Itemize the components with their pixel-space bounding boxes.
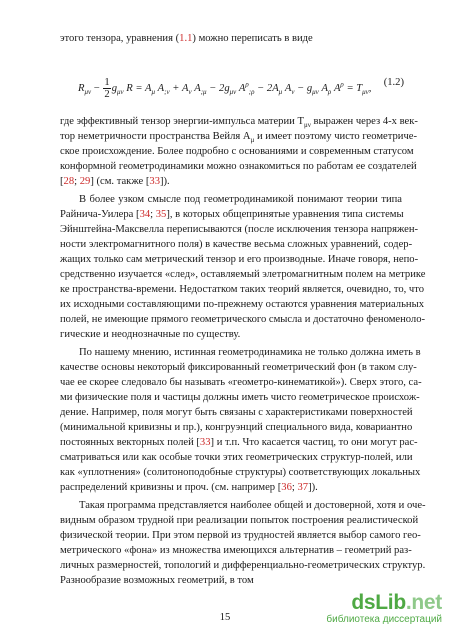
equation-rhs: $A_\mu$ $A_{;\nu} + A_\nu$ $A_{;\mu} - 2g_{\mu\nu}$ $A^\rho_{;\rho} - 2A_\mu$ $A_\nu - g_{\mu\nu}$ $A_\rho$ $A^\rho = T_{\mu\nu}$, (144, 80, 372, 97)
text-line (60, 283, 425, 296)
text-span: Такая программа представляется наиболее общей и достоверной, хотя и оче- (79, 500, 426, 511)
text-span: жащих только сам метрический тензор и его производные. Иначе говоря, непо- (60, 254, 419, 265)
text-line (60, 328, 402, 341)
text-line (60, 421, 413, 434)
text-span: ] и т.п. Что касается частиц, то они могут рас- (210, 437, 418, 448)
citation-link[interactable]: 1.1 (179, 33, 193, 44)
text-span: средственно изучается «след», оставляемый элетромагнитным полем на метрике (60, 269, 426, 280)
citation-link[interactable]: 36 (281, 482, 292, 493)
text-line (60, 559, 426, 572)
text-span: В более узком смысле под геометродинамикой понимают теории типа (79, 194, 402, 205)
text-line (60, 376, 422, 389)
text-span: ; (291, 482, 298, 493)
text-span: чае ее скорее следовало бы называть «геометро-кинематикой»). Сверх этого, са- (60, 377, 422, 388)
text-line (79, 346, 421, 359)
text-span: ] (см. также [ (90, 176, 150, 187)
text-span: сматриваться или как особые точки этих геометрических структур-полей, или (60, 452, 413, 463)
text-line (60, 574, 402, 587)
text-span: Райнича-Уилера [ (60, 209, 140, 220)
text-line (60, 208, 402, 221)
dslib-watermark (326, 592, 442, 626)
text-line (79, 193, 402, 206)
text-line (60, 145, 414, 158)
text-line (60, 406, 413, 419)
text-span: физической теории. При этом первой из трудностей является выбор самого гео- (60, 530, 421, 541)
text-span: ]). (159, 176, 170, 187)
text-line (60, 466, 421, 479)
text-span: распределений кривизны и проч. (см. например [ (60, 482, 282, 493)
watermark-subtitle: библиотека диссертаций (326, 614, 442, 625)
text-line (79, 499, 426, 512)
text-line (60, 268, 426, 281)
equation-body: $R_{\mu\nu}$ − $\frac{1}{2}$ $g_{\mu\nu}$ $R = A_\mu$ $A_{;\nu} + A_\nu$ $A_{;\mu} - 2g_{\mu\nu}$ $A^\rho_{;\rho} - 2A_\mu$ $A_\nu - g_{\mu\nu}$ $A_\rho$ $A^\rho = T_{\mu\nu}$, (78, 77, 372, 100)
text-span: этого тензора, уравнения ( (60, 33, 180, 44)
text-line (60, 32, 402, 45)
text-span: конформной геометродинамики можно ознакомиться по работам ее создателей (60, 161, 417, 172)
text-line (60, 436, 418, 449)
text-span: где эффективный тензор энергии-импульса материи (60, 116, 298, 127)
text-span: гические и неоднозначные по существу. (60, 329, 241, 340)
text-span: тор неметричности пространства Вейля (60, 131, 243, 142)
text-span: Эйнштейна-Максвелла переписываются (после исключения тензора напряжен- (60, 224, 419, 235)
text-span: ке пространства-времени. Недостатком таких теорий является, очевидно, то, что (60, 284, 425, 295)
equation-1-2 (78, 68, 404, 102)
text-span: Разнообразие возможных геометрий, в том (60, 575, 254, 586)
text-line (60, 361, 417, 374)
text-line (60, 481, 402, 494)
text-line (60, 298, 425, 311)
text-span: ское происхождение. Более подробно с основаниями и современным статусом (60, 146, 414, 157)
text-span: ; (150, 209, 156, 220)
citation-link[interactable]: 28 (63, 176, 75, 187)
text-line (60, 238, 413, 251)
text-span: личных размерностей, топологий и дифференциально-геометрических структур. (60, 560, 426, 571)
text-span: дение. Например, поля могут быть связаны с характеристиками поверхностей (60, 407, 413, 418)
citation-link[interactable]: 33 (199, 437, 211, 448)
text-span: A (242, 131, 251, 142)
equation-number: (1.2) (383, 77, 404, 88)
text-span: ; (74, 176, 80, 187)
text-span: ) можно переписать в виде (192, 33, 313, 44)
citation-link[interactable]: 29 (79, 176, 91, 187)
watermark-logo: dsLib.net (351, 591, 442, 614)
text-span: и имеет поэтому чисто геометриче- (254, 131, 418, 142)
citation-link[interactable]: 37 (297, 482, 309, 493)
text-line (60, 529, 421, 542)
equation-fraction: $\frac{1}{2}$ (104, 77, 110, 100)
text-line (60, 451, 413, 464)
text-span: метрического «фона» из множества имеющихся альтернатив – геометрий раз- (60, 545, 412, 556)
text-span: T (297, 116, 304, 127)
text-span: ности электромагнитного поля) в качестве весьма сложных уравнений, содер- (60, 239, 413, 250)
text-line (60, 160, 417, 173)
text-span: постоянных векторных полей [ (60, 437, 200, 448)
text-span: выражен через 4-х век- (310, 116, 418, 127)
text-span: ми физические поля и частицы должны иметь чисто геометрическое происхож- (60, 392, 420, 403)
page-number: 15 (219, 612, 231, 623)
text-span: [ (60, 176, 64, 187)
text-span: качестве основы некоторый фиксированный геометрический фон (в таком слу- (60, 362, 417, 373)
text-line (60, 253, 419, 266)
text-line (60, 514, 419, 527)
citation-link[interactable]: 35 (155, 209, 167, 220)
text-span: ]). (308, 482, 318, 493)
text-span: как «уплотнения» (солитоноподобные структуры) соответствующих локальных (60, 467, 421, 478)
math-subscript: μν (303, 121, 311, 130)
text-span: (минимальной кривизны и пр.), конгруэнций специального вида, ковариантно (60, 422, 413, 433)
text-span: полей, не имеющие прямого геометрического смысла и достаточно феноменоло- (60, 314, 426, 325)
text-span: видным образом трудной при реализации попыток построения реалистической (60, 515, 419, 526)
text-line (60, 544, 412, 557)
text-span: их исходными составляющими по-прежнему остаются уравнения материальных (60, 299, 425, 310)
math-subscript: μ (250, 136, 255, 145)
text-span: По нашему мнению, истинная геометродинамика не только должна иметь в (79, 347, 421, 358)
citation-link[interactable]: 33 (149, 176, 160, 187)
citation-link[interactable]: 34 (139, 209, 151, 220)
text-line (60, 391, 420, 404)
text-span: ], в которых общепринятые уравнения типа системы (166, 209, 404, 220)
text-line (60, 313, 426, 326)
text-line (60, 223, 419, 236)
text-line (60, 175, 402, 188)
